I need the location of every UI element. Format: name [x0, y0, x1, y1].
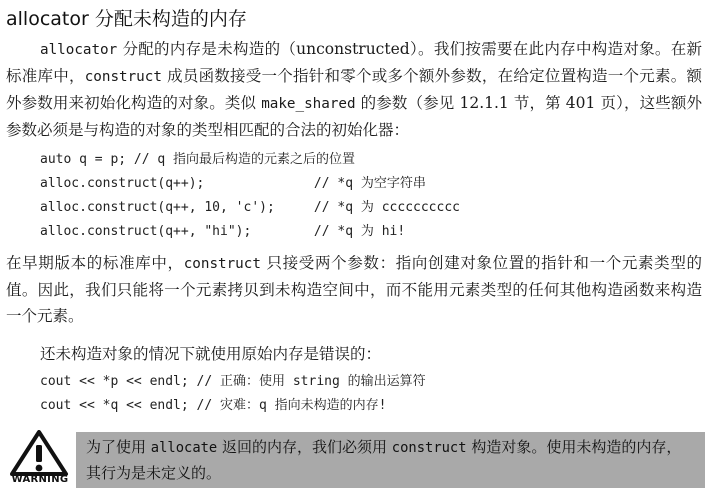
paragraph-text: 在早期版本的标准库中，: [6, 254, 184, 272]
code-block-construct: [40, 148, 460, 244]
inline-code-construct: construct: [391, 440, 467, 456]
code-line: cout << *p << endl; // 正确：使用 string 的输出运算符: [40, 374, 426, 389]
section-heading: allocator 分配未构造的内存: [6, 8, 247, 30]
warning-box: [76, 432, 705, 488]
inline-code-allocator: allocator: [40, 42, 118, 58]
paragraph-text: 只接受两个参数：指向创建对象位置的指针和一个元素类型的值。因此，我们只能将一个元素拷贝到未构造空间中，而不能用元素类型的任何其他构造函数来构造一个元素。: [6, 254, 702, 325]
code-line: cout << *q << endl; // 灾难：q 指向未构造的内存!: [40, 398, 387, 413]
inline-code-construct: construct: [183, 256, 261, 272]
paragraph-text: 分配的内存是未构造的（unconstructed）。我们按需要在此内存中构造对象。在新标准库中，: [6, 40, 702, 85]
warning-text: [86, 435, 695, 486]
code-line: alloc.construct(q++); // *q 为空字符串: [40, 176, 426, 191]
code-line: auto q = p; // q 指向最后构造的元素之后的位置: [40, 152, 356, 167]
warning-text-part: 为了使用: [86, 438, 151, 456]
code-line: alloc.construct(q++, 10, 'c'); // *q 为 cccccccccc: [40, 200, 460, 215]
paragraph-text: 成员函数接受一个指针和零个或多个额外参数，在给定位置构造一个元素。额外参数用来初始化构造的对象。类似: [6, 67, 702, 112]
paragraph-raw-memory: 还未构造对象的情况下就使用原始内存是错误的：: [40, 345, 382, 363]
warning-text-part: 构造对象。使用未构造的内存，其行为是未定义的。: [86, 438, 682, 482]
paragraph-text: 的参数（参见 12.1.1 节，第 401 页），这些额外参数必须是与构造的对象的类型相匹配的合法的初始化器：: [6, 94, 702, 139]
paragraph-allocator-intro: [6, 36, 702, 143]
code-line: alloc.construct(q++, "hi"); // *q 为 hi!: [40, 224, 406, 239]
inline-code-make-shared: make_shared: [261, 96, 356, 112]
inline-code-allocate: allocate: [150, 440, 218, 456]
code-block-cout: [40, 370, 426, 418]
inline-code-construct: construct: [84, 69, 162, 85]
warning-text-part: 返回的内存，我们必须用: [217, 438, 392, 456]
warning-label: WARNING: [11, 474, 69, 485]
paragraph-early-versions: [6, 250, 702, 329]
